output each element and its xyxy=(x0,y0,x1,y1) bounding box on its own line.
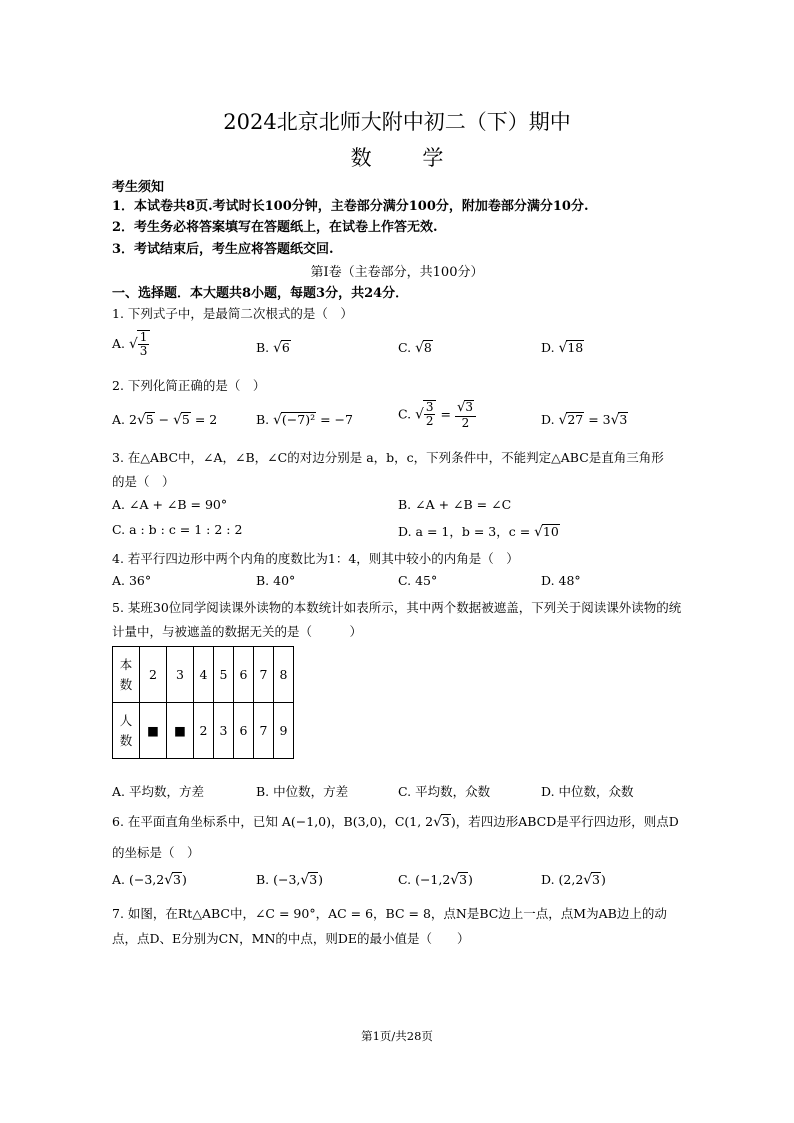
option-a: A. (−3,2√3) xyxy=(112,872,187,888)
subject-title xyxy=(0,142,794,172)
part-title: 第Ⅰ卷（主卷部分，共100分） xyxy=(310,265,484,280)
table-cell: 2 xyxy=(194,703,214,759)
option-a: A. 平均数，方差 xyxy=(112,784,204,799)
option-b: B. 40° xyxy=(256,573,296,588)
option-c: C. a : b : c = 1 : 2 : 2 xyxy=(112,522,243,537)
notice-item: 2．考生务必将答案填写在答题纸上，在试卷上作答无效. xyxy=(112,220,438,235)
table-row xyxy=(113,703,294,759)
option-b: B. √6 xyxy=(256,340,290,356)
page-footer: 第1页/共28页 xyxy=(361,1029,433,1043)
page-title: 2024北京北师大附中初二（下）期中 xyxy=(223,110,571,134)
stats-table xyxy=(112,646,294,759)
option-d: D. √18 xyxy=(541,340,584,356)
option-b: B. 中位数，方差 xyxy=(256,784,349,799)
option-a: A. 2√5 − √5 = 2 xyxy=(112,412,218,428)
table-cell: 6 xyxy=(234,703,254,759)
option-a: A. 36° xyxy=(112,573,152,588)
table-cell: 8 xyxy=(274,647,294,703)
question-stem: 6. 在平面直角坐标系中，已知 A(−1,0)，B(3,0)，C(1, 2√3)，若四边形ABCD是平行四边形，则点D xyxy=(112,814,679,830)
question-stem: 3. 在△ABC中，∠A，∠B，∠C的对边分别是 a，b，c，下列条件中，不能判定△ABC是直角三角形 xyxy=(112,450,664,465)
question-stem: 7. 如图，在Rt△ABC中，∠C = 90°，AC = 6，BC = 8，点N是BC边上一点，点M为AB边上的动 xyxy=(112,906,667,921)
question-stem: 点，点D、E分别为CN，MN的中点，则DE的最小值是（ ） xyxy=(112,931,470,946)
table-cell: 7 xyxy=(254,647,274,703)
subject-char: 数 xyxy=(350,146,372,170)
option-c: C. 45° xyxy=(398,573,438,588)
notice-item: 1．本试卷共8页.考试时长100分钟，主卷部分满分100分，附加卷部分满分10分. xyxy=(112,199,589,214)
option-b: B. (−3,√3) xyxy=(256,872,324,888)
question-stem: 2. 下列化简正确的是（ ） xyxy=(112,378,266,393)
masked-cell: ■ xyxy=(140,703,167,759)
section-title: 一、选择题．本大题共8小题，每题3分，共24分． xyxy=(112,286,409,301)
option-d: D. 中位数，众数 xyxy=(541,784,634,799)
table-cell: 2 xyxy=(140,647,167,703)
row-header: 本 数 xyxy=(113,647,140,703)
table-cell: 5 xyxy=(214,647,234,703)
table-cell: 6 xyxy=(234,647,254,703)
notice-heading: 考生须知 xyxy=(112,180,165,195)
option-c: C. √8 xyxy=(398,340,432,356)
table-cell: 9 xyxy=(274,703,294,759)
question-stem: 的坐标是（ ） xyxy=(112,845,200,860)
question-stem: 5. 某班30位同学阅读课外读物的本数统计如表所示，其中两个数据被遮盖，下列关于阅读课外读物的统 xyxy=(112,600,682,615)
option-c: C. 平均数，众数 xyxy=(398,784,491,799)
table-cell: 7 xyxy=(254,703,274,759)
option-a: A. ∠A + ∠B = 90° xyxy=(112,497,228,512)
option-d: D. 48° xyxy=(541,573,581,588)
option-b: B. √(−7)² = −7 xyxy=(256,412,353,428)
notice-item: 3．考试结束后，考生应将答题纸交回. xyxy=(112,242,334,257)
option-c: C. (−1,2√3) xyxy=(398,872,473,888)
option-b: B. ∠A + ∠B = ∠C xyxy=(398,497,512,512)
table-row xyxy=(113,647,294,703)
row-header: 人 数 xyxy=(113,703,140,759)
option-c: C. √ $\frac{3}{2}$ = $\frac{√3}{2}$ xyxy=(398,400,476,430)
question-stem: 1. 下列式子中，是最简二次根式的是（ ） xyxy=(112,306,353,321)
question-stem: 计量中，与被遮盖的数据无关的是（ ） xyxy=(112,624,363,639)
subject-char: 学 xyxy=(422,146,444,170)
option-a: A. √ $\frac{1}{3}$ xyxy=(112,330,150,358)
question-stem: 的是（ ） xyxy=(112,474,175,489)
option-d: D. a = 1，b = 3，c = √10 xyxy=(398,524,559,540)
question-stem: 4. 若平行四边形中两个内角的度数比为1：4，则其中较小的内角是（ ） xyxy=(112,551,519,566)
option-d: D. (2,2√3) xyxy=(541,872,606,888)
table-cell: 3 xyxy=(167,647,194,703)
masked-cell: ■ xyxy=(167,703,194,759)
table-cell: 4 xyxy=(194,647,214,703)
option-d: D. √27 = 3√3 xyxy=(541,412,628,428)
table-cell: 3 xyxy=(214,703,234,759)
